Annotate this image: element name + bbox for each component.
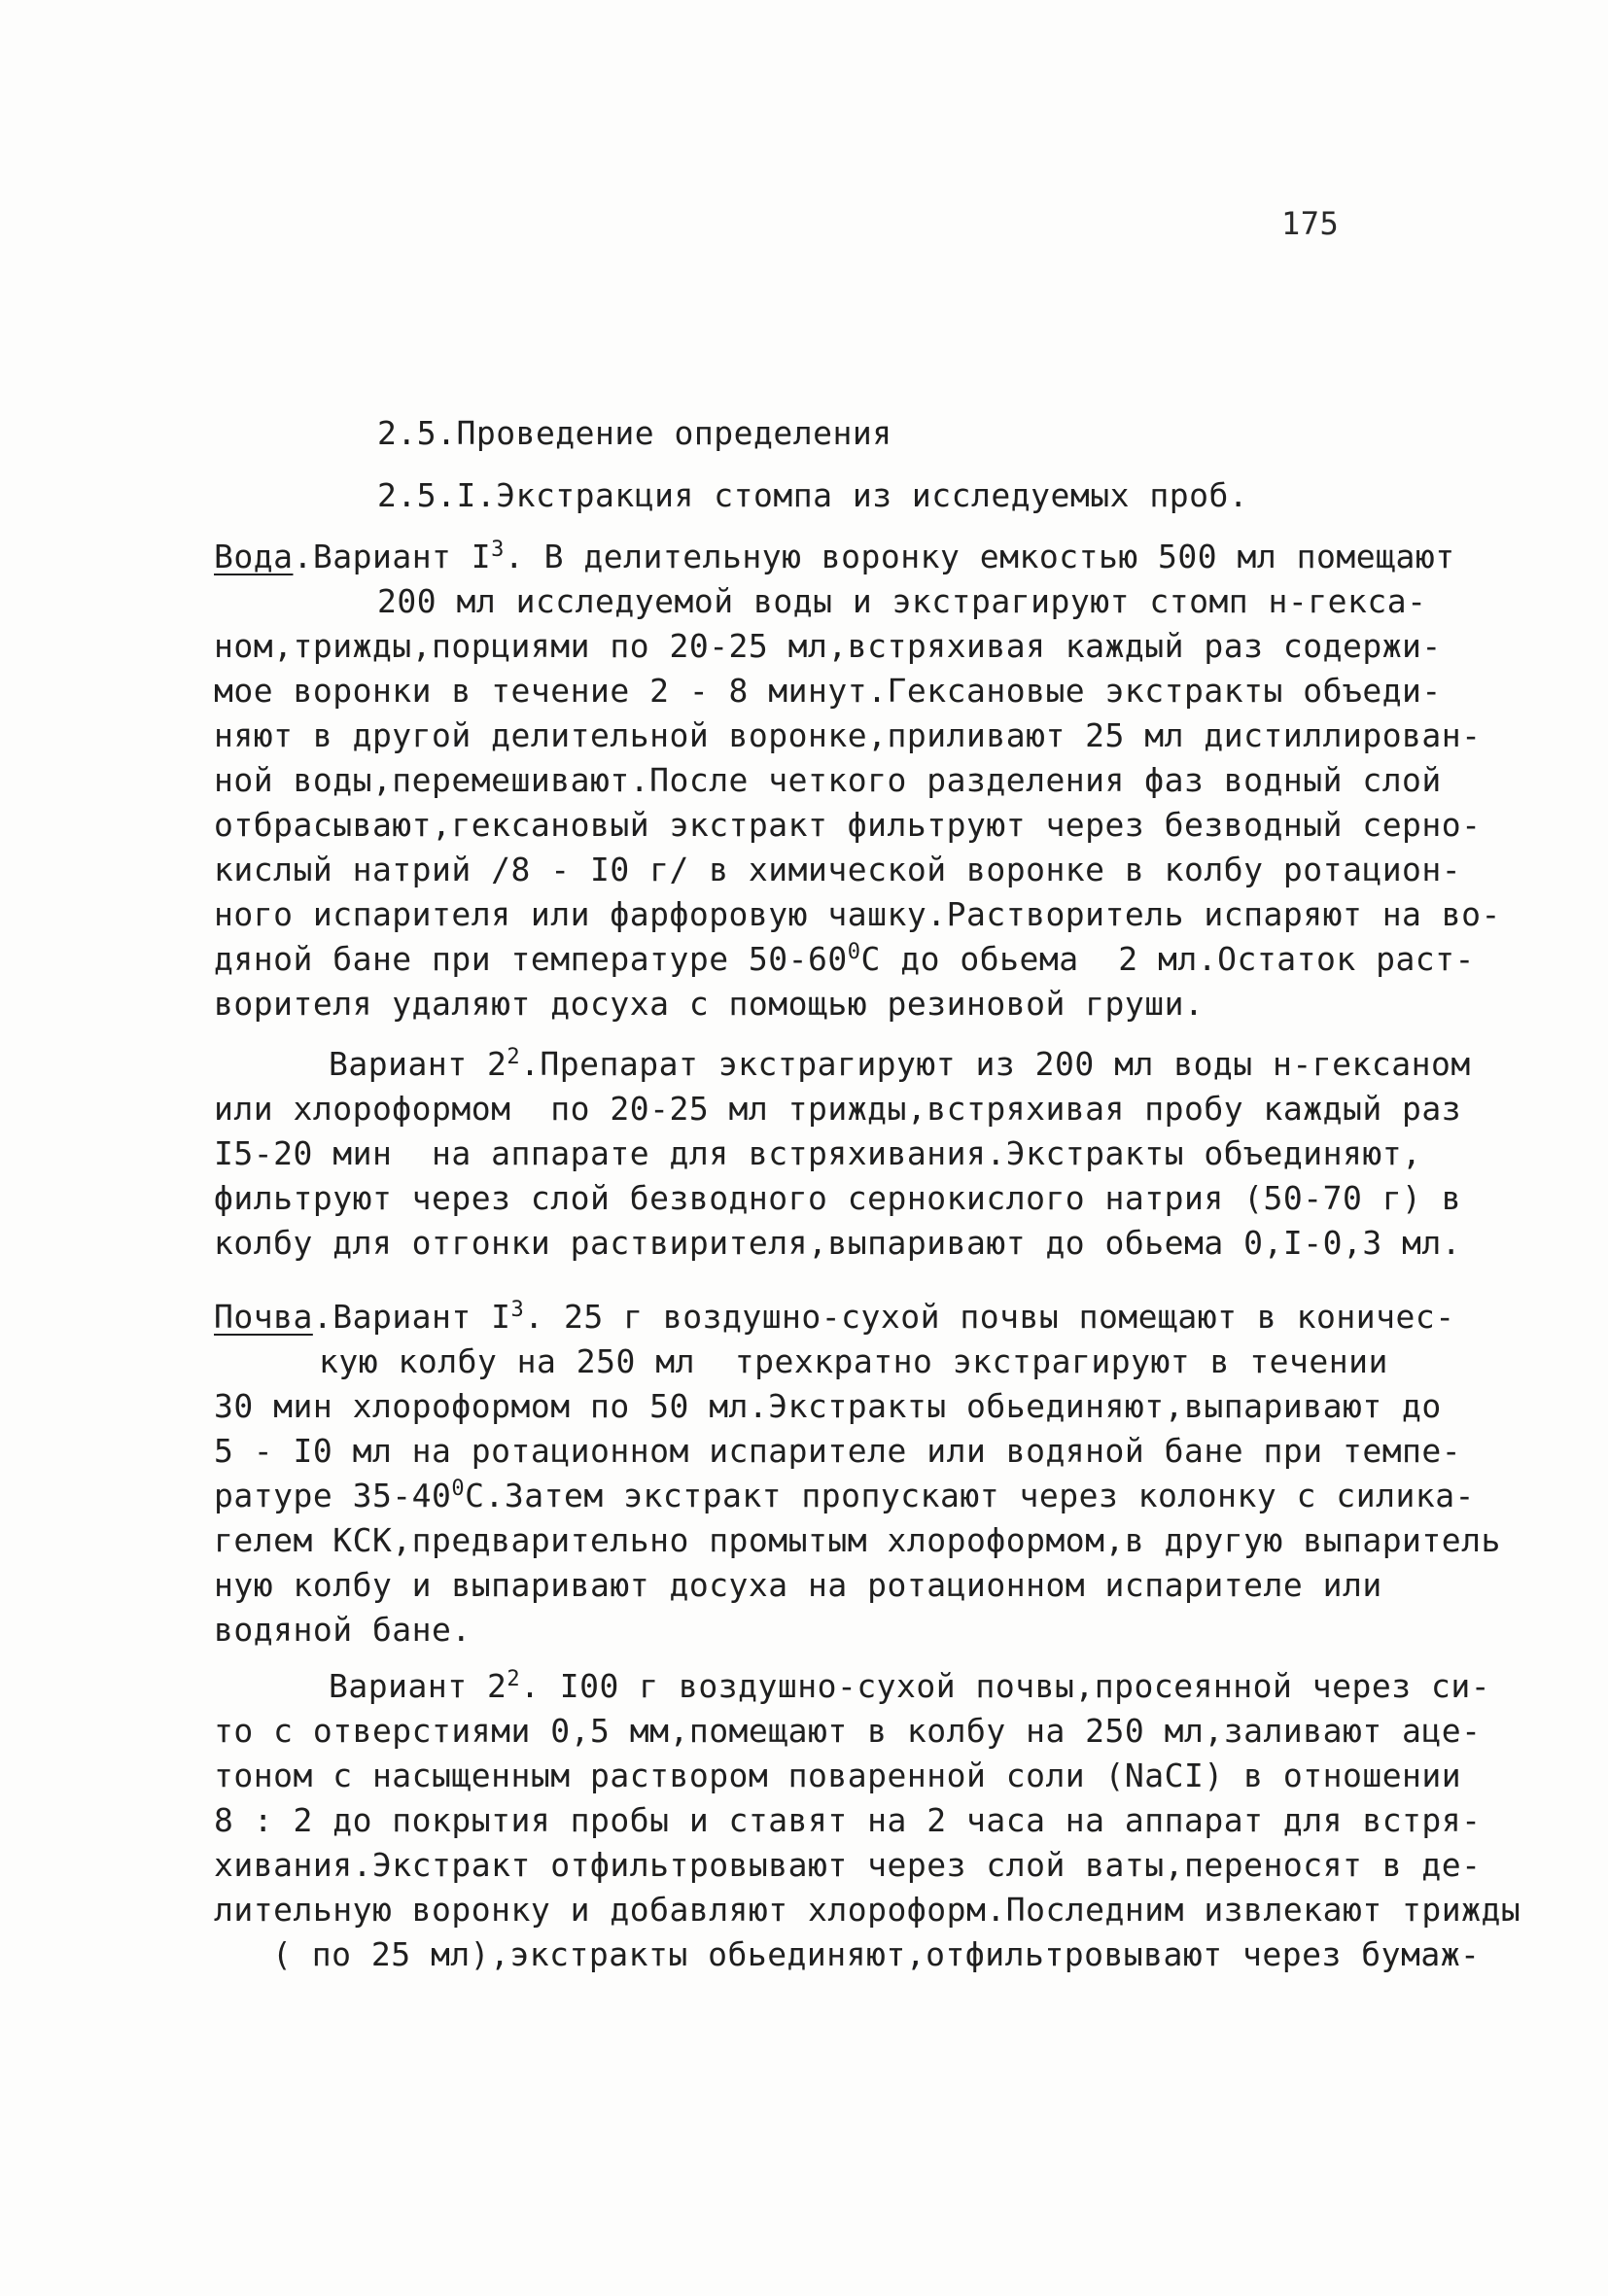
water-variant2-label: Вариант 2 [329, 1045, 507, 1083]
text-line-with-temperature [214, 1477, 1475, 1515]
text-line: то с отверстиями 0,5 мм,помещают в колбу на 250 мл,заливают аце- [214, 1712, 1482, 1750]
text-line: тоном с насыщенным раствором поваренной соли (NaCI) в отношении [214, 1757, 1462, 1794]
text-line: С.Затем экстракт пропускают через колонку с силика- [465, 1477, 1475, 1514]
degree-superscript: 0 [847, 940, 861, 964]
page-number: 175 [1281, 205, 1340, 242]
text-line: С до обьема 2 мл.Остаток раст- [860, 940, 1475, 978]
water-variant2-superscript: 2 [507, 1045, 521, 1069]
text-line: лительную воронку и добавляют хлороформ.Последним извлекают трижды [214, 1891, 1521, 1929]
soil-variant2-label: Вариант 2 [329, 1667, 507, 1705]
text-line: ном,трижды,порциями по 20-25 мл,встряхивая каждый раз содержи- [214, 627, 1442, 665]
text-line: кислый натрий /8 - I0 г/ в химической воронке в колбу ротацион- [214, 851, 1462, 888]
soil-variant2-first-line [329, 1667, 1490, 1706]
text-line: ратуре 35-40 [214, 1477, 452, 1514]
text-line: фильтруют через слой безводного сернокислого натрия (50-70 г) в [214, 1179, 1462, 1217]
soil-variant1-label: .Вариант I [312, 1298, 511, 1336]
text-line: мое воронки в течение 2 - 8 минут.Гексановые экстракты объеди- [214, 672, 1442, 710]
degree-superscript: 0 [451, 1477, 466, 1501]
text-line: ную колбу и выпаривают досуха на ротационном испарителе или [214, 1566, 1382, 1604]
soil-label: Почва [214, 1298, 313, 1336]
text-line: колбу для отгонки раствирителя,выпаривают до обьема 0,I-0,3 мл. [214, 1224, 1462, 1262]
soil-variant1-superscript: 3 [510, 1298, 525, 1322]
section-title: 2.5.Проведение определения [377, 414, 892, 452]
text-line: ворителя удаляют досуха с помощью резиновой груши. [214, 985, 1205, 1023]
text-line: . I00 г воздушно-сухой почвы,просеянной через си- [520, 1667, 1491, 1705]
soil-variant2-superscript: 2 [507, 1667, 521, 1691]
text-line: гелем КСК,предварительно промытым хлороформом,в другую выпаритель [214, 1521, 1501, 1559]
text-line: 5 - I0 мл на ротационном испарителе или водяной бане при темпе- [214, 1432, 1462, 1470]
water-variant1-first-line [214, 538, 1455, 576]
text-line: ной воды,перемешивают.После четкого разделения фаз водный слой [214, 761, 1442, 799]
text-line: водяной бане. [214, 1611, 472, 1649]
text-line: дяной бане при температуре 50-60 [214, 940, 848, 978]
text-line-with-temperature [214, 940, 1475, 979]
text-line: 200 мл исследуемой воды и экстрагируют стомп н-гекса- [377, 582, 1427, 620]
water-variant1-label: .Вариант I [293, 538, 492, 575]
text-line: 30 мин хлороформом по 50 мл.Экстракты обьединяют,выпаривают до [214, 1387, 1442, 1425]
text-line: или хлороформом по 20-25 мл трижды,встряхивая пробу каждый раз [214, 1090, 1462, 1128]
text-line: кую колбу на 250 мл трехкратно экстрагируют в течении [319, 1342, 1388, 1380]
text-line: . 25 г воздушно-сухой почвы помещают в коничес- [524, 1298, 1455, 1336]
water-label: Вода [214, 538, 294, 575]
subsection-title: 2.5.I.Экстракция стомпа из исследуемых проб. [377, 476, 1249, 514]
text-line: 8 : 2 до покрытия пробы и ставят на 2 часа на аппарат для встря- [214, 1801, 1482, 1839]
text-line: ( по 25 мл),экстракты обьединяют,отфильтровывают через бумаж- [272, 1935, 1481, 1973]
text-line: . В делительную воронку емкостью 500 мл помещают [504, 538, 1455, 575]
water-variant2-first-line [329, 1045, 1471, 1084]
text-line: ного испарителя или фарфоровую чашку.Растворитель испаряют на во- [214, 895, 1501, 933]
text-line: няют в другой делительной воронке,приливают 25 мл дистиллирован- [214, 716, 1482, 754]
soil-variant1-first-line [214, 1298, 1455, 1337]
text-line: хивания.Экстракт отфильтровывают через слой ваты,переносят в де- [214, 1846, 1482, 1884]
text-line: I5-20 мин на аппарате для встряхивания.Экстракты объединяют, [214, 1134, 1422, 1172]
text-line: отбрасывают,гексановый экстракт фильтруют через безводный серно- [214, 806, 1482, 844]
water-variant1-superscript: 3 [491, 538, 505, 562]
text-line: .Препарат экстрагируют из 200 мл воды н-гексаном [520, 1045, 1471, 1083]
